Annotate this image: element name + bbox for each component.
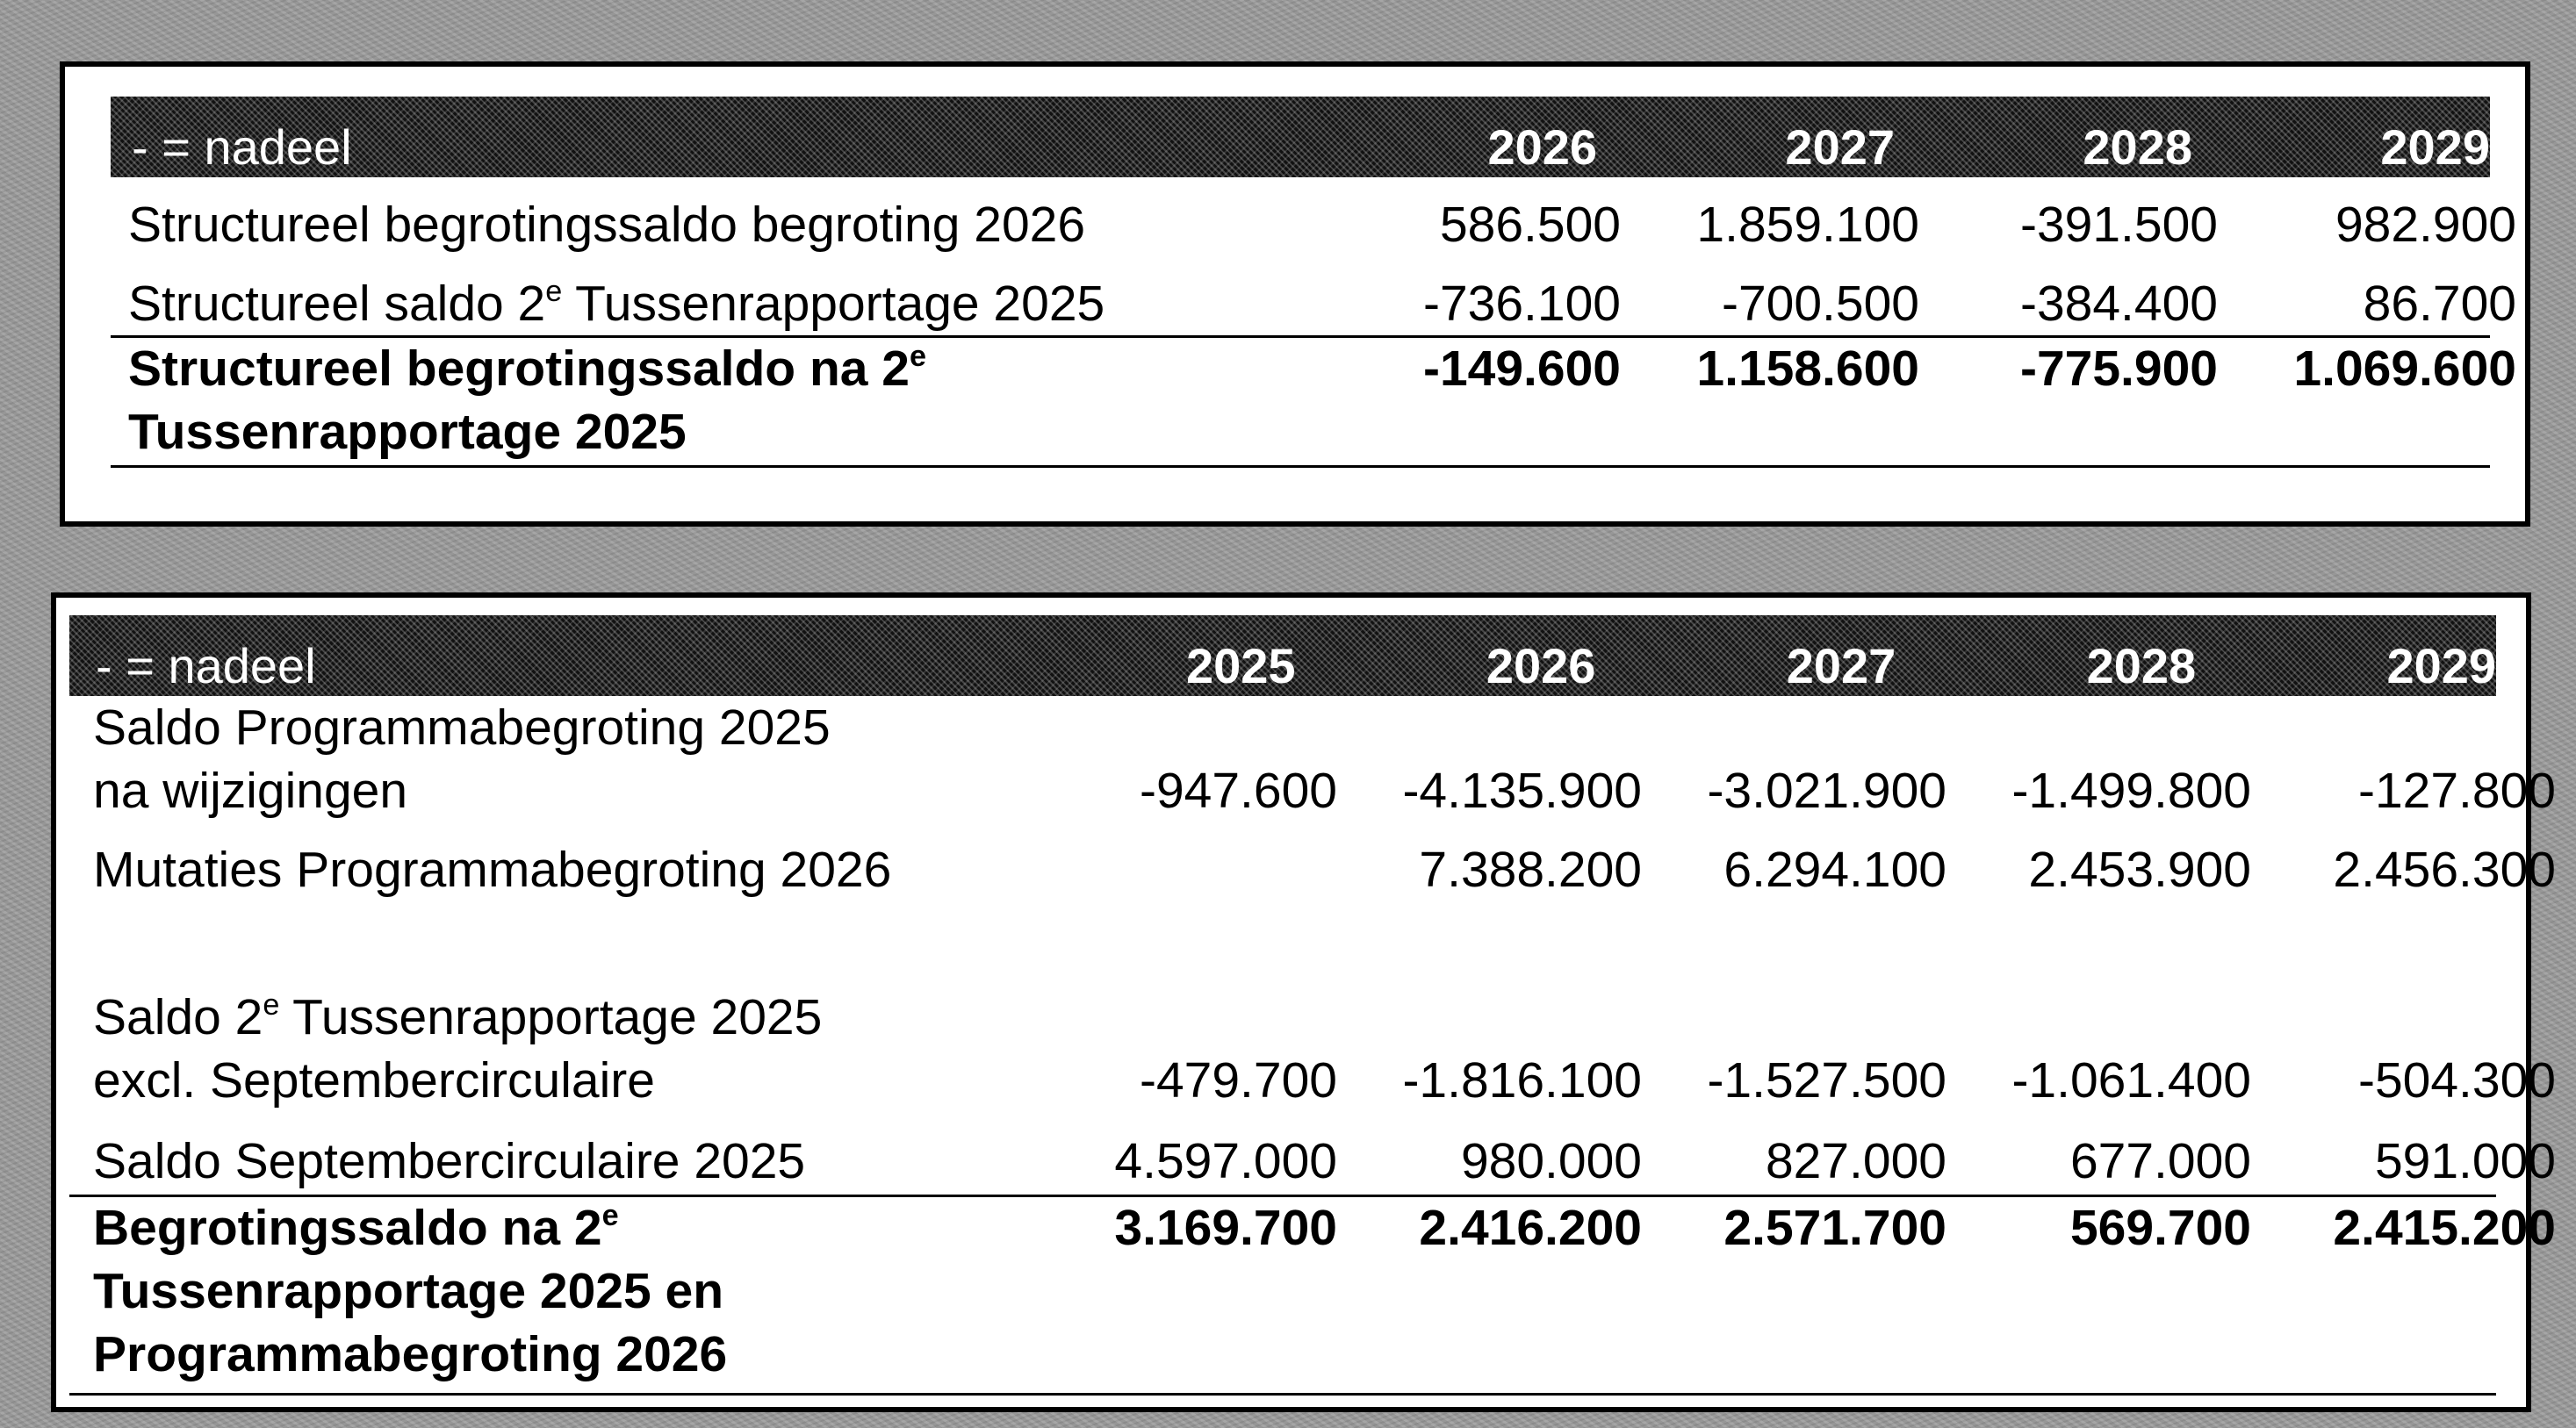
header-year: 2026 xyxy=(1487,119,1598,175)
row-value: 827.000 xyxy=(1765,1133,1946,1189)
total-value: 2.416.200 xyxy=(1419,1200,1642,1256)
row-label: Saldo Programmabegroting 2025 na wijzigingen xyxy=(93,700,831,819)
table-row xyxy=(93,1130,2556,1193)
header-year: 2026 xyxy=(1486,638,1596,693)
row-value xyxy=(1033,838,1337,901)
row-value: -504.300 xyxy=(2357,1052,2556,1109)
header-label: - = nadeel xyxy=(132,119,352,175)
total-label: Structureel begrotingssaldo na 2e Tussenrapportage 2025 xyxy=(128,339,927,460)
row-value: 2.453.900 xyxy=(2028,842,2251,898)
total-value: 2.571.700 xyxy=(1723,1200,1946,1256)
row-value: 86.700 xyxy=(2363,276,2516,332)
table-row xyxy=(128,272,2516,335)
row-value: 591.000 xyxy=(2374,1133,2556,1189)
total-value: 1.069.600 xyxy=(2293,341,2516,397)
row-value: 4.597.000 xyxy=(1114,1133,1337,1189)
total-value: 2.415.200 xyxy=(2333,1200,2556,1256)
row-value: -947.600 xyxy=(1139,763,1337,819)
row-value: 677.000 xyxy=(2069,1133,2251,1189)
row-value: 7.388.200 xyxy=(1419,842,1642,898)
table-row xyxy=(93,696,2556,822)
structural-balance-table xyxy=(60,61,2530,527)
row-value: -1.816.100 xyxy=(1402,1052,1642,1109)
header-year: 2029 xyxy=(2380,119,2490,175)
total-label: Begrotingssaldo na 2e Tussenrapportage 2025 en Programmabegroting 2026 xyxy=(93,1198,728,1382)
row-label: Structureel begrotingssaldo begroting 2026 xyxy=(128,197,1086,253)
header-year: 2028 xyxy=(2083,119,2192,175)
row-label: Saldo 2e Tussenrapportage 2025 excl. Septembercirculaire xyxy=(93,987,823,1109)
header-year: 2027 xyxy=(1786,638,1896,693)
row-value: 586.500 xyxy=(1439,197,1621,253)
row-value: 980.000 xyxy=(1460,1133,1642,1189)
header-year: 2029 xyxy=(2386,638,2497,693)
table-header xyxy=(111,97,2490,177)
row-value: -1.061.400 xyxy=(2011,1052,2251,1109)
row-value: 982.900 xyxy=(2335,197,2516,253)
bottom-rule xyxy=(111,465,2490,468)
row-value: -736.100 xyxy=(1422,276,1621,332)
row-value: 2.456.300 xyxy=(2333,842,2556,898)
total-value: -775.900 xyxy=(2019,341,2218,397)
row-value: -1.499.800 xyxy=(2011,763,2251,819)
total-value: 1.158.600 xyxy=(1696,341,1919,397)
total-value: 569.700 xyxy=(2069,1200,2251,1256)
header-year: 2027 xyxy=(1785,119,1895,175)
total-row xyxy=(93,1196,2556,1386)
header-year: 2025 xyxy=(1185,638,1296,693)
table-header xyxy=(69,615,2496,696)
row-value: -391.500 xyxy=(2019,197,2218,253)
row-value: -384.400 xyxy=(2019,276,2218,332)
total-row xyxy=(128,337,2516,463)
row-value: -1.527.500 xyxy=(1707,1052,1946,1109)
row-value: 6.294.100 xyxy=(1723,842,1946,898)
total-value: -149.600 xyxy=(1422,341,1621,397)
row-value: -3.021.900 xyxy=(1707,763,1946,819)
row-value: 1.859.100 xyxy=(1696,197,1919,253)
table-row xyxy=(93,986,2556,1112)
row-value: -127.800 xyxy=(2357,763,2556,819)
header-year: 2028 xyxy=(2086,638,2197,693)
header-label: - = nadeel xyxy=(96,638,316,693)
row-value: -700.500 xyxy=(1721,276,1919,332)
total-value: 3.169.700 xyxy=(1114,1200,1337,1256)
row-value: -479.700 xyxy=(1139,1052,1337,1109)
row-label: Structureel saldo 2e Tussenrapportage 2025 xyxy=(128,274,1105,332)
budget-balance-table xyxy=(51,592,2556,1412)
row-label: Mutaties Programmabegroting 2026 xyxy=(93,842,892,898)
table-row xyxy=(128,193,2516,256)
row-label: Saldo Septembercirculaire 2025 xyxy=(93,1133,806,1189)
row-value: -4.135.900 xyxy=(1402,763,1642,819)
table-row xyxy=(93,838,2556,901)
bottom-rule xyxy=(69,1393,2496,1396)
